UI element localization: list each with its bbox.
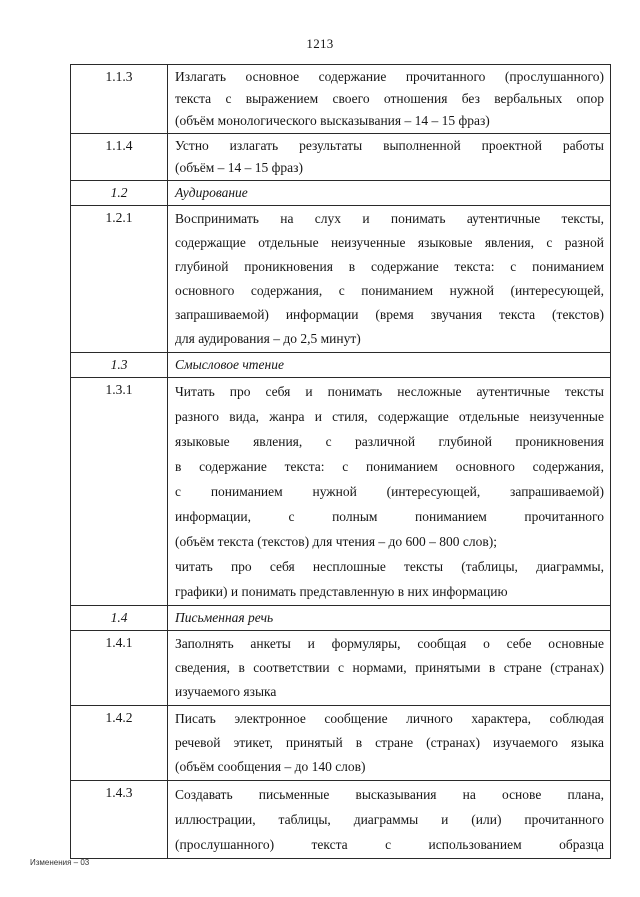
item-number: 1.4.3 — [71, 781, 168, 859]
section-number: 1.3 — [71, 353, 168, 378]
item-number: 1.1.4 — [71, 134, 168, 181]
text-line: Писать электронное сообщение личного характера, соблюдая — [175, 711, 604, 726]
text-line: с пониманием нужной (интересующей, запрашиваемой) — [175, 484, 604, 499]
text-line: основного содержания, с пониманием нужной (интересующей, — [175, 283, 604, 298]
text-line: запрашиваемой) информации (время звучания текста (текстов) — [175, 307, 604, 322]
section-title — [168, 353, 611, 378]
item-text — [168, 65, 611, 134]
text-line: содержащие отдельные неизученные языковые явления, с разной — [175, 235, 604, 250]
text-line: графики) и понимать представленную в них информацию — [175, 584, 508, 599]
footer-revision-note: Изменения – 03 — [30, 858, 90, 867]
text-line: Смысловое чтение — [175, 357, 284, 372]
item-number: 1.3.1 — [71, 378, 168, 606]
requirements-table — [70, 64, 611, 859]
text-line: разного вида, жанра и стиля, содержащие отдельные неизученные — [175, 409, 604, 424]
item-number: 1.1.3 — [71, 65, 168, 134]
item-number: 1.4.2 — [71, 706, 168, 781]
text-line: изучаемого языка — [175, 684, 277, 699]
section-row — [71, 606, 611, 631]
item-number: 1.2.1 — [71, 206, 168, 353]
text-line: Заполнять анкеты и формуляры, сообщая о себе основные — [175, 636, 604, 651]
item-number: 1.4.1 — [71, 631, 168, 706]
text-line: Аудирование — [175, 185, 248, 200]
table-row — [71, 134, 611, 181]
item-text — [168, 206, 611, 353]
item-text — [168, 134, 611, 181]
section-row — [71, 353, 611, 378]
text-line: (объём – 14 – 15 фраз) — [175, 160, 303, 175]
item-text — [168, 631, 611, 706]
page-number: 1213 — [306, 36, 334, 51]
table-row — [71, 206, 611, 353]
section-title — [168, 606, 611, 631]
text-line: для аудирования – до 2,5 минут) — [175, 331, 361, 346]
text-line: Воспринимать на слух и понимать аутентичные тексты, — [175, 211, 604, 226]
text-line: (объём текста (текстов) для чтения – до 600 – 800 слов); — [175, 534, 498, 549]
text-line: текста с выражением своего отношения без вербальных опор — [175, 91, 604, 106]
text-line: Устно излагать результаты выполненной проектной работы — [175, 138, 604, 153]
text-line: языковые явления, с различной глубиной проникновения — [175, 434, 604, 449]
item-text — [168, 781, 611, 859]
text-line: Излагать основное содержание прочитанного (прослушанного) — [175, 69, 604, 84]
text-line: информации, с полным пониманием прочитанного — [175, 509, 604, 524]
text-line: (объём сообщения – до 140 слов) — [175, 759, 366, 774]
text-line: иллюстрации, таблицы, диаграммы и (или) прочитанного — [175, 812, 604, 827]
table-row — [71, 706, 611, 781]
text-line: (объём монологического высказывания – 14 – 15 фраз) — [175, 113, 490, 128]
section-number: 1.2 — [71, 181, 168, 206]
table-row — [71, 631, 611, 706]
text-line: Письменная речь — [175, 610, 274, 625]
text-line: глубиной проникновения в содержание текста: с пониманием — [175, 259, 604, 274]
section-row — [71, 181, 611, 206]
item-text — [168, 706, 611, 781]
text-line: сведения, в соответствии с нормами, принятыми в стране (странах) — [175, 660, 604, 675]
text-line: Читать про себя и понимать несложные аутентичные тексты — [175, 384, 604, 399]
text-line: в содержание текста: с пониманием основного содержания, — [175, 459, 604, 474]
table-row — [71, 781, 611, 859]
table-row — [71, 65, 611, 134]
table-row — [71, 378, 611, 606]
text-line: (прослушанного) текста с использованием образца — [175, 837, 604, 852]
text-line: читать про себя несплошные тексты (таблицы, диаграммы, — [175, 559, 604, 574]
section-title — [168, 181, 611, 206]
section-number: 1.4 — [71, 606, 168, 631]
text-line: Создавать письменные высказывания на основе плана, — [175, 787, 604, 802]
text-line: речевой этикет, принятый в стране (странах) изучаемого языка — [175, 735, 604, 750]
item-text — [168, 378, 611, 606]
